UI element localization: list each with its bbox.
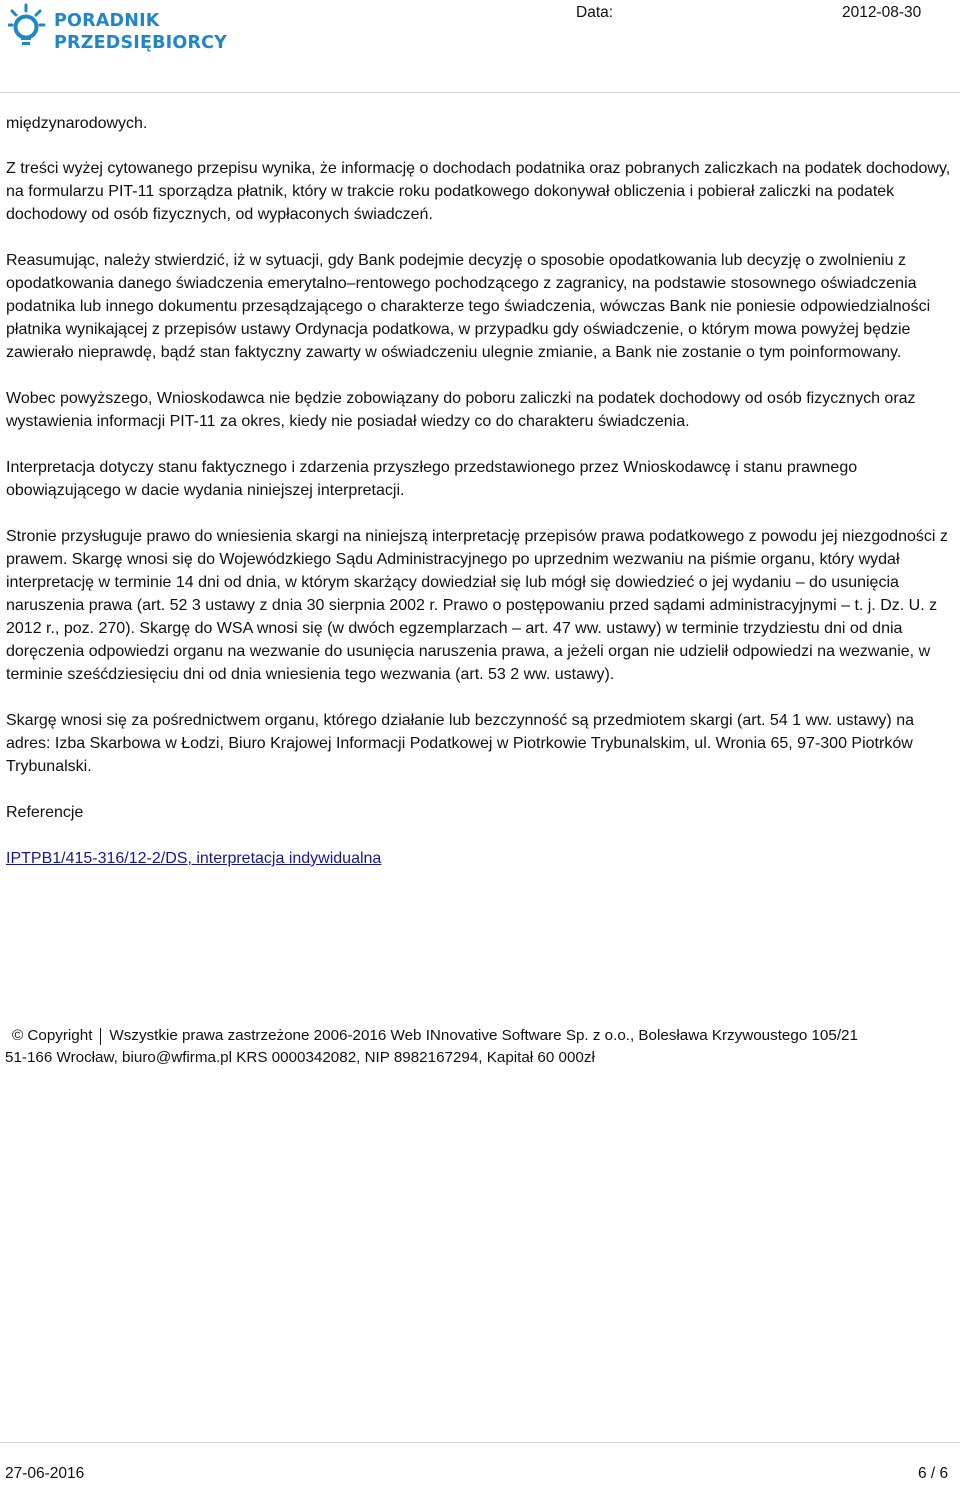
copyright-label: © Copyright	[12, 1027, 93, 1044]
references-heading: Referencje	[6, 804, 84, 821]
copyright-line-2: 51-166 Wrocław, biuro@wfirma.pl KRS 0000342082, NIP 8982167294, Kapitał 60 000zł	[5, 1049, 595, 1066]
date-label: Data:	[576, 4, 614, 21]
poradnik-logo[interactable]	[8, 3, 248, 57]
copyright-rights: Wszystkie prawa zastrzeżone 2006-2016 Web INnovative Software Sp. z o.o., Bolesława Krzywoustego 105/21	[109, 1027, 858, 1044]
footer-divider	[0, 1442, 960, 1443]
paragraph-7: Skargę wnosi się za pośrednictwem organu, którego działanie lub bezczynność są przedmiotem skargi (art. 54 1 ww. ustawy) na adres: Izba Skarbowa w Łodzi, Biuro Krajowej Informacji Podatkowej w Piotrkowie Trybunalskim, ul. Wronia 65, 97-300 Piotrków Trybunalski.	[6, 712, 914, 775]
paragraph-2: Z treści wyżej cytowanego przepisu wynika, że informację o dochodach podatnika oraz pobranych zaliczkach na podatek dochodowy, na formularzu PIT-11 sporządza płatnik, który w trakcie roku podatkowego dokonywał obliczenia i pobierał zaliczki na podatek dochodowy od osób fizycznych, od wypłaconych świadczeń.	[6, 160, 951, 223]
paragraph-5: Interpretacja dotyczy stanu faktycznego i zdarzenia przyszłego przedstawionego przez Wnioskodawcę i stanu prawnego obowiązującego w dacie wydania niniejszej interpretacji.	[6, 459, 858, 499]
paragraph-3: Reasumując, należy stwierdzić, iż w sytuacji, gdy Bank podejmie decyzję o sposobie opodatkowania lub decyzję o zwolnieniu z opodatkowania danego świadczenia emerytalno–rentowego pochodzącego z zagranicy, na podstawie stosownego oświadczenia podatnika lub innego dokumentu przesądzającego o charakterze tego świadczenia, wówczas Bank nie poniesie odpowiedzialności płatnika wynikającej z przepisów ustawy Ordynacja podatkowa, w przypadku gdy oświadczenie, o którym mowa powyżej będzie zawierało nieprawdę, bądź stan faktyczny zawarty w oświadczeniu ulegnie zmianie, a Bank nie zostanie o tym poinformowany.	[6, 252, 931, 361]
reference-link[interactable]: IPTPB1/415-316/12-2/DS, interpretacja indywidualna	[6, 850, 382, 867]
page-number: 6 / 6	[918, 1465, 949, 1482]
reference-item	[6, 847, 956, 870]
paragraph-6: Stronie przysługuje prawo do wniesienia skargi na niniejszą interpretację przepisów prawa podatkowego z powodu jej niezgodności z prawem. Skargę wnosi się do Wojewódzkiego Sądu Administracyjnego po uprzednim wezwaniu na piśmie organu, który wydał interpretację w terminie 14 dni od dnia, w którym skarżący dowiedział się lub mógł się dowiedzieć o jej wydaniu – do usunięcia naruszenia prawa (art. 52 3 ustawy z dnia 30 sierpnia 2002 r. Prawo o postępowaniu przed sądami administracyjnymi – t. j. Dz. U. z 2012 r., poz. 270). Skargę do WSA wnosi się (w dwóch egzemplarzach – art. 47 ww. ustawy) w terminie trzydziestu dni od dnia doręczenia odpowiedzi organu na wezwanie do usunięcia naruszenia prawa, a jeżeli organ nie udzielił odpowiedzi na wezwanie, w terminie sześćdziesięciu dni od dnia wniesienia tego wezwania (art. 53 2 ww. ustawy).	[6, 528, 948, 683]
date-value: 2012-08-30	[842, 4, 922, 21]
page-header	[0, 0, 960, 94]
document-body	[6, 112, 956, 893]
copyright-line-1	[5, 1025, 955, 1047]
copyright-separator	[100, 1028, 101, 1045]
logo-text	[54, 10, 227, 54]
lightbulb-icon	[8, 3, 48, 53]
paragraph-1: międzynarodowych.	[6, 115, 148, 132]
header-divider	[0, 92, 960, 93]
footer-date: 27-06-2016	[5, 1465, 85, 1482]
paragraph-4: Wobec powyższego, Wnioskodawca nie będzie zobowiązany do poboru zaliczki na podatek dochodowy od osób fizycznych oraz wystawienia informacji PIT-11 za okres, kiedy nie posiadał wiedzy co do charakteru świadczenia.	[6, 390, 916, 430]
copyright-block	[5, 1025, 955, 1069]
logo-line-1: PORADNIK	[54, 11, 160, 31]
logo-line-2: PRZEDSIĘBIORCY	[54, 33, 228, 53]
